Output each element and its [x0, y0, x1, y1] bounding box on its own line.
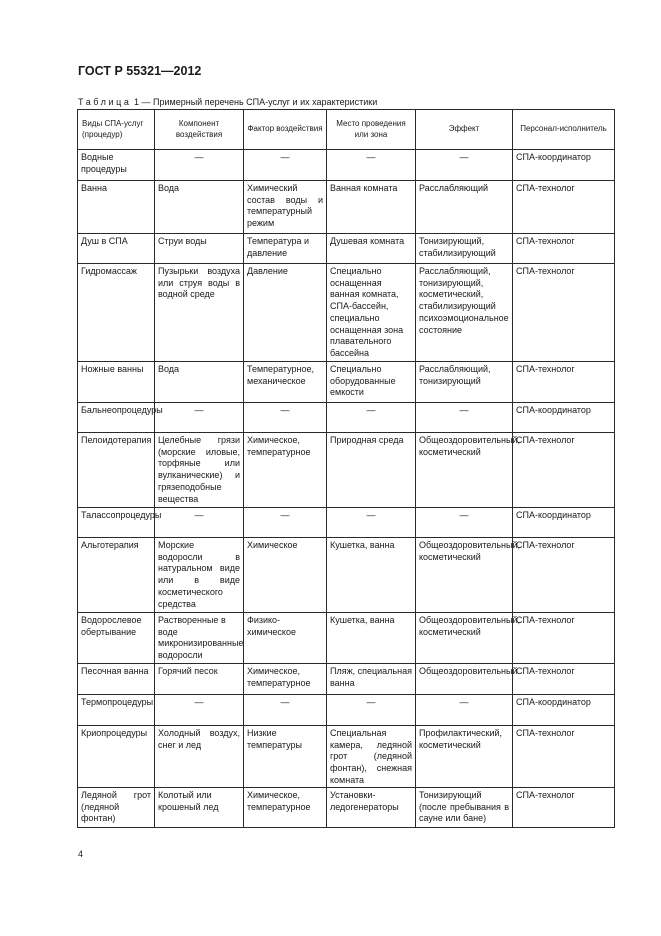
table-cell: СПА-координатор	[513, 695, 615, 726]
table-cell: Специально оборудованные емкости	[327, 362, 416, 403]
table-cell: Водорослевое обертывание	[78, 613, 155, 664]
table-cell: Общеоздоровительный, косметический	[416, 433, 513, 508]
table-cell: —	[327, 695, 416, 726]
table-cell: Криопроцедуры	[78, 726, 155, 788]
table-cell: Холодный воздух, снег и лед	[155, 726, 244, 788]
table-cell: —	[244, 508, 327, 538]
table-cell: Вода	[155, 181, 244, 234]
table-row	[78, 234, 615, 264]
table-cell: Общеоздоровительный	[416, 664, 513, 695]
table-cell: СПА-координатор	[513, 508, 615, 538]
table-cell: Низкие температуры	[244, 726, 327, 788]
table-row	[78, 613, 615, 664]
table-cell: Специальная камера, ледяной грот (ледяной фонтан), снежная комната	[327, 726, 416, 788]
page-number: 4	[78, 849, 84, 859]
table-cell: Химический состав воды и температурный режим	[244, 181, 327, 234]
table-cell: Расслабляющий, тонизирующий	[416, 362, 513, 403]
column-header: Эффект	[416, 110, 513, 150]
caption-text: — Примерный перечень СПА-услуг и их характеристики	[141, 97, 378, 107]
table-cell: —	[155, 695, 244, 726]
table-cell: —	[416, 695, 513, 726]
table-row	[78, 726, 615, 788]
table-cell: Тонизирующий (после пребывания в сауне или бане)	[416, 788, 513, 828]
table-cell: СПА-технолог	[513, 181, 615, 234]
table-cell: Кушетка, ванна	[327, 613, 416, 664]
table-cell: —	[244, 403, 327, 433]
table-header-row	[78, 110, 615, 150]
table-cell: Давление	[244, 264, 327, 362]
table-cell: Химическое, температурное	[244, 433, 327, 508]
table-cell: Песочная ванна	[78, 664, 155, 695]
table-cell: Температурное, механическое	[244, 362, 327, 403]
table-cell: СПА-координатор	[513, 150, 615, 181]
table-cell: СПА-координатор	[513, 403, 615, 433]
table-cell: Установки-ледогенераторы	[327, 788, 416, 828]
table-cell: Пляж, специальная ванна	[327, 664, 416, 695]
table-row	[78, 788, 615, 828]
table-row	[78, 181, 615, 234]
document-code: ГОСТ Р 55321—2012	[78, 64, 202, 78]
table-cell: Пелоидотерапия	[78, 433, 155, 508]
table-row	[78, 362, 615, 403]
table-cell: Морские водоросли в натуральном виде или в виде косметического средства	[155, 538, 244, 613]
table-cell: —	[416, 150, 513, 181]
table-cell: —	[416, 508, 513, 538]
table-cell: —	[244, 150, 327, 181]
table-cell: Растворенные в воде микронизированные водоросли	[155, 613, 244, 664]
table-row	[78, 508, 615, 538]
table-cell: —	[327, 403, 416, 433]
table-cell: СПА-технолог	[513, 613, 615, 664]
caption-number: 1	[134, 97, 140, 107]
table-cell: Ножные ванны	[78, 362, 155, 403]
table-row	[78, 664, 615, 695]
spa-services-table	[77, 109, 615, 828]
table-row	[78, 264, 615, 362]
table-cell: Природная среда	[327, 433, 416, 508]
table-cell: —	[155, 403, 244, 433]
table-cell: СПА-технолог	[513, 726, 615, 788]
table-cell: —	[327, 508, 416, 538]
column-header: Персонал-исполнитель	[513, 110, 615, 150]
table-cell: Ванная комната	[327, 181, 416, 234]
table-cell: Ледяной грот (ледяной фонтан)	[78, 788, 155, 828]
table-cell: Общеоздоровительный, косметический	[416, 613, 513, 664]
table-cell: Струи воды	[155, 234, 244, 264]
table-cell: Душевая комната	[327, 234, 416, 264]
table-cell: Химическое	[244, 538, 327, 613]
table-cell: СПА-технолог	[513, 538, 615, 613]
column-header: Виды СПА-услуг (процедур)	[78, 110, 155, 150]
table-cell: —	[327, 150, 416, 181]
table-cell: Профилактический, косметический	[416, 726, 513, 788]
table-row	[78, 695, 615, 726]
table-cell: Температура и давление	[244, 234, 327, 264]
table-cell: СПА-технолог	[513, 788, 615, 828]
table-cell: Альготерапия	[78, 538, 155, 613]
table-cell: Физико-химическое	[244, 613, 327, 664]
table-cell: СПА-технолог	[513, 362, 615, 403]
table-caption	[78, 97, 377, 107]
table-cell: Колотый или крошеный лед	[155, 788, 244, 828]
table-cell: СПА-технолог	[513, 234, 615, 264]
table-cell: Общеоздоровительный, косметический	[416, 538, 513, 613]
table-cell: Химическое, температурное	[244, 664, 327, 695]
table-cell: Целебные грязи (морские иловые, торфяные или вулканические) и грязеподобные вещества	[155, 433, 244, 508]
table-cell: Расслабляющий	[416, 181, 513, 234]
table-cell: Специально оснащенная ванная комната, СПА-бассейн, специально оснащенная зона плавательного бассейна	[327, 264, 416, 362]
table-row	[78, 150, 615, 181]
column-header: Место проведения или зона	[327, 110, 416, 150]
table-cell: Водные процедуры	[78, 150, 155, 181]
table-row	[78, 433, 615, 508]
table-cell: СПА-технолог	[513, 664, 615, 695]
table-cell: Душ в СПА	[78, 234, 155, 264]
table-cell: —	[155, 150, 244, 181]
column-header: Компонент воздействия	[155, 110, 244, 150]
table-cell: Бальнеопроцедуры	[78, 403, 155, 433]
column-header: Фактор воздействия	[244, 110, 327, 150]
table-cell: Тонизирующий, стабилизирующий	[416, 234, 513, 264]
table-cell: Кушетка, ванна	[327, 538, 416, 613]
table-cell: Расслабляющий, тонизирующий, косметический, стабилизирующий психоэмоциональное состояние	[416, 264, 513, 362]
table-cell: Химическое, температурное	[244, 788, 327, 828]
table-row	[78, 403, 615, 433]
table-cell: Ванна	[78, 181, 155, 234]
table-cell: Талассопроцедуры	[78, 508, 155, 538]
table-cell: —	[244, 695, 327, 726]
table-cell: Пузырьки воздуха или струя воды в водной среде	[155, 264, 244, 362]
table-cell: Гидромассаж	[78, 264, 155, 362]
table-cell: —	[416, 403, 513, 433]
caption-label: Таблица	[78, 97, 132, 107]
table-cell: СПА-технолог	[513, 433, 615, 508]
table-cell: Вода	[155, 362, 244, 403]
table-cell: СПА-технолог	[513, 264, 615, 362]
table-cell: Термопроцедуры	[78, 695, 155, 726]
table-cell: Горячий песок	[155, 664, 244, 695]
table-row	[78, 538, 615, 613]
table-cell: —	[155, 508, 244, 538]
